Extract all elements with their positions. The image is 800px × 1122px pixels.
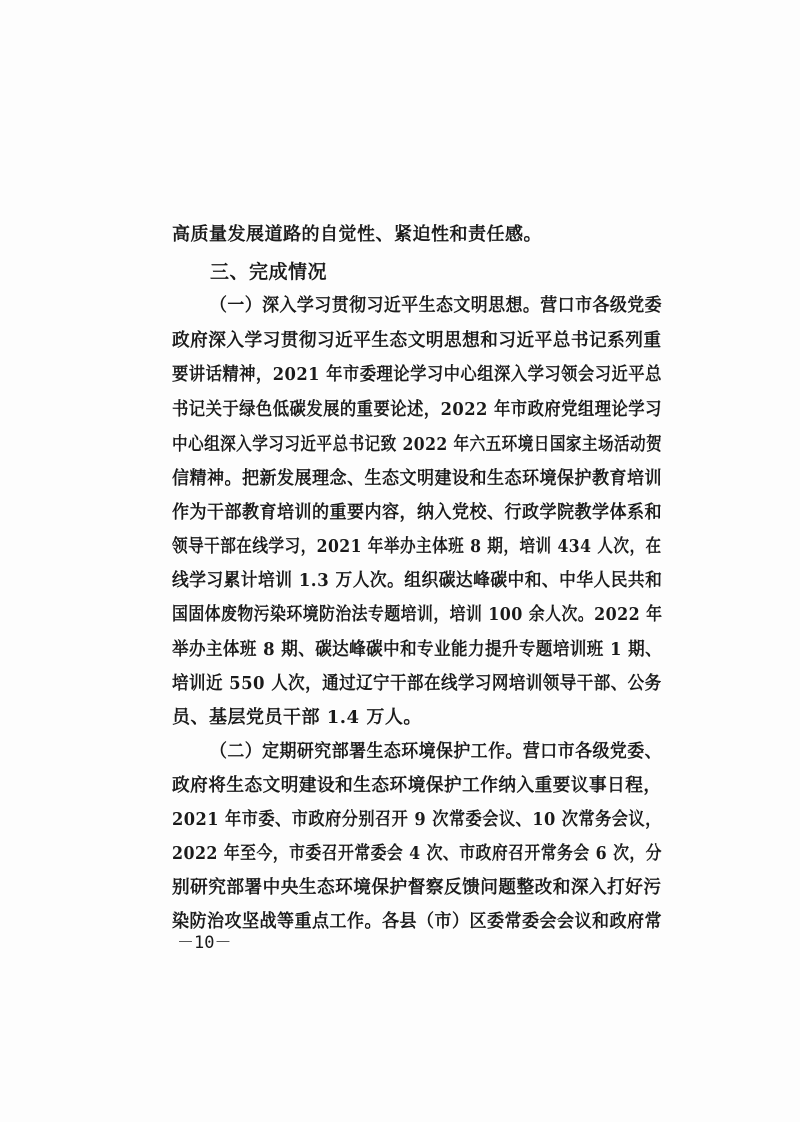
page-number: －10－ [177,933,232,953]
text-line-16: （二）定期研究部署生态环境保护工作。营口市各级党委、 [210,741,662,762]
text-line-3: （一）深入学习贯彻习近平生态文明思想。营口市各级党委 [210,295,662,316]
text-line-20: 别研究部署中央生态环境保护督察反馈问题整改和深入打好污 [172,877,662,898]
text-line-11: 线学习累计培训 1.3 万人次。组织碳达峰碳中和、中华人民共和 [172,570,663,591]
text-line-6: 书记关于绿色低碳发展的重要论述，2022 年市政府党组理论学习 [172,399,662,420]
text-line-10: 领导干部在线学习，2021 年举办主体班 8 期，培训 434 人次，在 [172,536,662,557]
text-line-5: 要讲话精神，2021 年市委理论学习中心组深入学习领会习近平总 [172,364,662,385]
text-line-18: 2021 年市委、市政府分别召开 9 次常委会议、10 次常务会议， [172,809,662,830]
text-line-21: 染防治攻坚战等重点工作。各县（市）区委常委会会议和政府常 [172,911,662,932]
section-heading: 三、完成情况 [210,261,328,283]
text-line-8: 信精神。把新发展理念、生态文明建设和生态环境保护教育培训 [172,468,662,489]
text-line-7: 中心组深入学习习近平总书记致 2022 年六五环境日国家主场活动贺 [172,434,663,455]
text-line-14: 培训近 550 人次，通过辽宁干部在线学习网培训领导干部、公务 [172,673,662,694]
text-line-1: 高质量发展道路的自觉性、紧迫性和责任感。 [172,224,542,245]
text-line-4: 政府深入学习贯彻习近平生态文明思想和习近平总书记系列重 [172,330,662,351]
text-line-15: 员、基层党员干部 1.4 万人。 [172,707,422,728]
text-line-12: 国固体废物污染环境防治法专题培训，培训 100 余人次。2022 年 [172,604,663,625]
text-line-19: 2022 年至今，市委召开常委会 4 次、市政府召开常务会 6 次，分 [172,843,662,864]
text-line-13: 举办主体班 8 期、碳达峰碳中和专业能力提升专题培训班 1 期、 [172,639,663,660]
text-line-9: 作为干部教育培训的重要内容，纳入党校、行政学院教学体系和 [172,502,662,523]
text-line-17: 政府将生态文明建设和生态环境保护工作纳入重要议事日程， [172,775,662,796]
